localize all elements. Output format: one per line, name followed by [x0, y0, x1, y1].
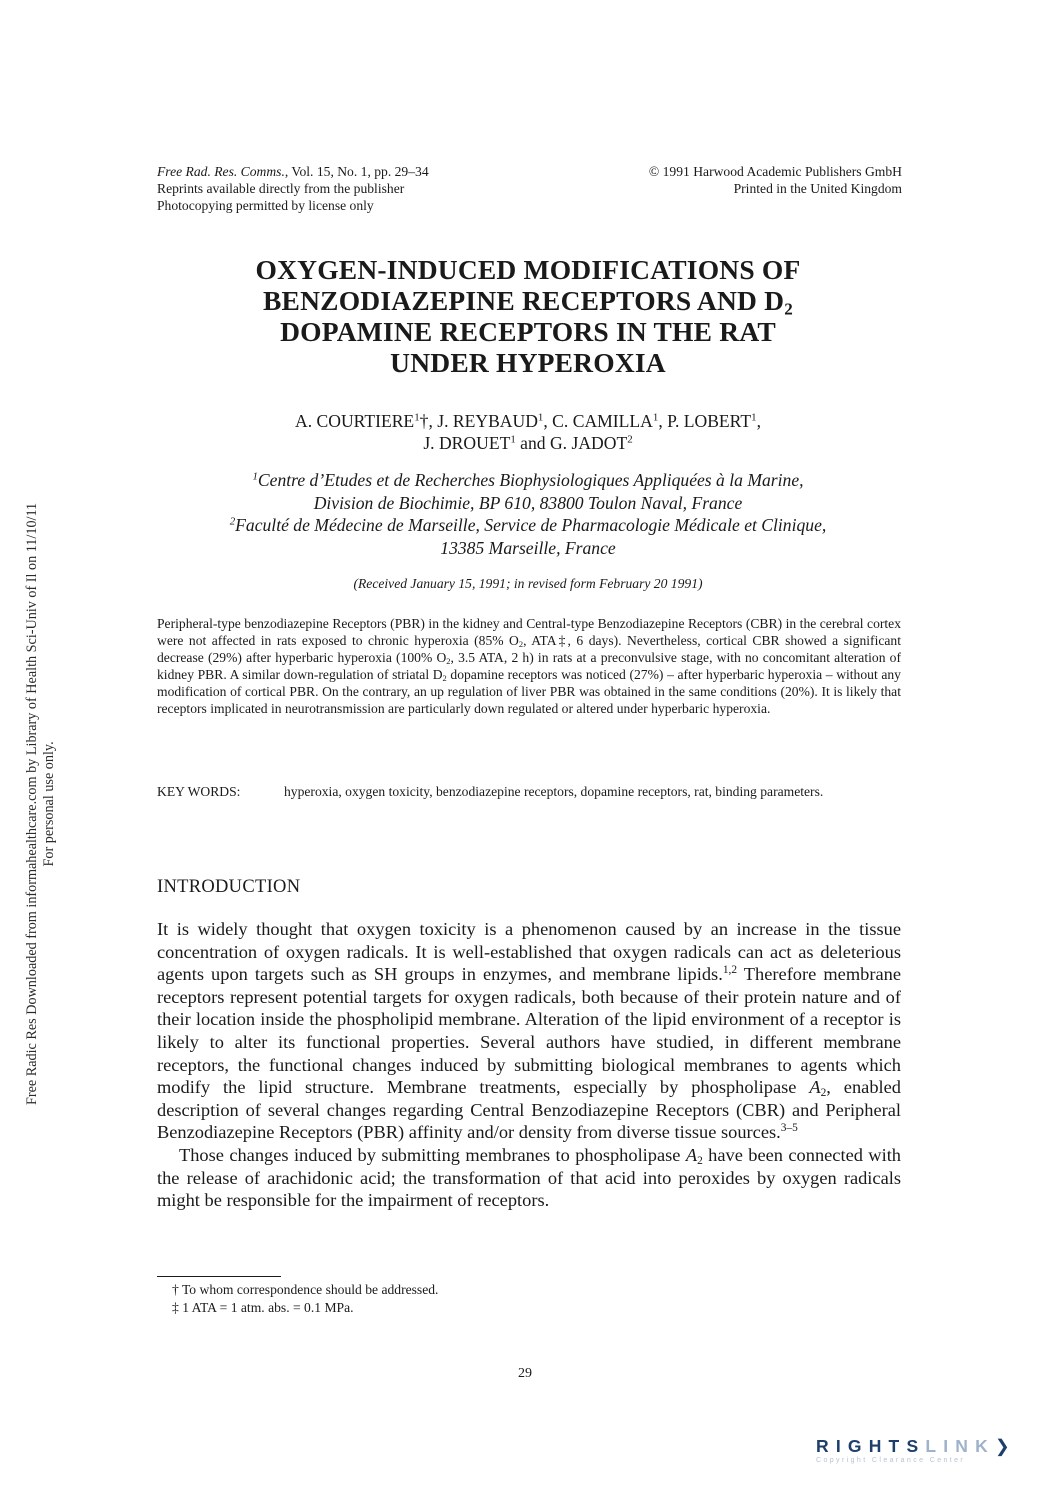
- footnote-1: † To whom correspondence should be addressed.: [172, 1282, 439, 1297]
- title-line-3: DOPAMINE RECEPTORS IN THE RAT: [280, 316, 776, 347]
- sidebar-text: [24, 503, 58, 1105]
- rightslink-wordmark: RIGHTSLINK❯: [816, 1436, 1017, 1456]
- affiliation-1-line-1: $^1$Centre d’Etudes et de Recherches Biophysiologiques Appliquées à la Marine,: [252, 470, 804, 490]
- affiliations: [150, 469, 906, 559]
- rightslink-chevron-icon: ❯: [994, 1436, 1017, 1456]
- title-line-4: UNDER HYPEROXIA: [390, 347, 666, 378]
- author-line-1: A. COURTIERE$^1$†, J. REYBAUD$^1$, C. CAMILLA$^1$, P. LOBERT$^1$,: [295, 411, 761, 431]
- footnote-divider: [157, 1276, 281, 1277]
- title-line-2: BENZODIAZEPINE RECEPTORS AND $D_2$: [263, 285, 793, 319]
- keywords: [157, 783, 901, 800]
- journal-citation: , Vol. 15, No. 1, pp. 29–34: [284, 164, 429, 179]
- author-list: [150, 410, 906, 454]
- keywords-text: hyperoxia, oxygen toxicity, benzodiazepine receptors, dopamine receptors, rat, binding parameters.: [284, 784, 824, 799]
- photocopy-note: Photocopying permitted by license only: [157, 198, 374, 213]
- reprints-note: Reprints available directly from the publisher: [157, 181, 405, 196]
- sidebar-download-note: [0, 0, 57, 1500]
- sidebar-line-2: For personal use only.: [41, 741, 57, 867]
- abstract: Peripheral-type benzodiazepine Receptors (PBR) in the kidney and Central-type Benzodiazepine Receptors (CBR) in the cerebral cortex were not affected in rats exposed to chronic hyperoxia (85% $O_2$, ATA‡, 6 days). Nevertheless, cortical CBR showed a significant decrease (29%) after hyperbaric hyperoxia (100% $O_2$, 3.5 ATA, 2 h) in rats at a preconvulsive stage, with no concomitant alteration of kidney PBR. A similar down-regulation of striatal $D_2$ dopamine receptors was noticed (27%) – after hyperbaric hyperoxia – without any modification of cortical PBR. On the contrary, an up regulation of liver PBR was obtained in the same conditions (20%). It is likely that receptors implicated in neurotransmission are particularly down regulated or altered under hyperbaric hyperoxia.: [157, 616, 901, 716]
- page-number: 29: [518, 1366, 532, 1381]
- printed-note: Printed in the United Kingdom: [733, 181, 902, 196]
- journal-name: Free Rad. Res. Comms.: [157, 164, 285, 179]
- rightslink-logo[interactable]: [816, 1436, 1026, 1474]
- journal-header-right: [649, 163, 902, 197]
- introduction-body: [157, 918, 901, 1212]
- section-heading-introduction: INTRODUCTION: [157, 877, 301, 897]
- footnote-2: ‡ 1 ATA = 1 atm. abs. = 0.1 MPa.: [172, 1300, 354, 1315]
- author-line-2: J. DROUET$^1$ and G. JADOT$^2$: [423, 433, 633, 453]
- article-title: [150, 254, 906, 378]
- footnotes: [172, 1281, 438, 1317]
- affiliation-1-line-2: Division de Biochimie, BP 610, 83800 Toulon Naval, France: [313, 492, 743, 513]
- affiliation-2-line-2: 13385 Marseille, France: [440, 537, 616, 558]
- journal-header-left: [157, 163, 429, 214]
- keywords-label: KEY WORDS:: [157, 784, 241, 799]
- sidebar-line-1: Free Radic Res Downloaded from informahealthcare.com by Library of Health Sci-Univ of Il on 11/10/11: [24, 502, 40, 1105]
- introduction-paragraph-2: Those changes induced by submitting membranes to phospholipase $A_2$ have been connected with the release of arachidonic acid; the transformation of that acid into peroxides by oxygen radicals might be responsible for the impairment of receptors.: [157, 1144, 902, 1211]
- title-line-1: OXYGEN-INDUCED MODIFICATIONS OF: [255, 254, 801, 285]
- rightslink-tagline: Copyright Clearance Center: [816, 1457, 966, 1464]
- introduction-paragraph-1: It is widely thought that oxygen toxicity is a phenomenon caused by an increase in the tissue concentration of oxygen radicals. It is well-established that oxygen radicals can act as deleterious agents upon targets such as SH groups in enzymes, and membrane lipids.$^{1,2}$ Therefore membrane receptors represent potential targets for oxygen radicals, both because of their protein nature and of their location inside the phospholipid membrane. Alteration of the lipid environment of a receptor is likely to alter its functional properties. Several authors have studied, in different membrane receptors, the functional changes induced by submitting biological membranes to agents which modify the lipid structure. Membrane treatments, especially by phospholipase $A_2$, enabled description of several changes regarding Central Benzodiazepine Receptors (CBR) and Peripheral Benzodiazepine Receptors (PBR) affinity and/or density from diverse tissue sources.$^{3-5}$: [157, 919, 901, 1143]
- received-dates: (Received January 15, 1991; in revised form February 20 1991): [353, 576, 703, 591]
- copyright-note: © 1991 Harwood Academic Publishers GmbH: [648, 164, 902, 179]
- affiliation-2-line-1: $^2$Faculté de Médecine de Marseille, Service de Pharmacologie Médicale et Clinique,: [229, 515, 827, 535]
